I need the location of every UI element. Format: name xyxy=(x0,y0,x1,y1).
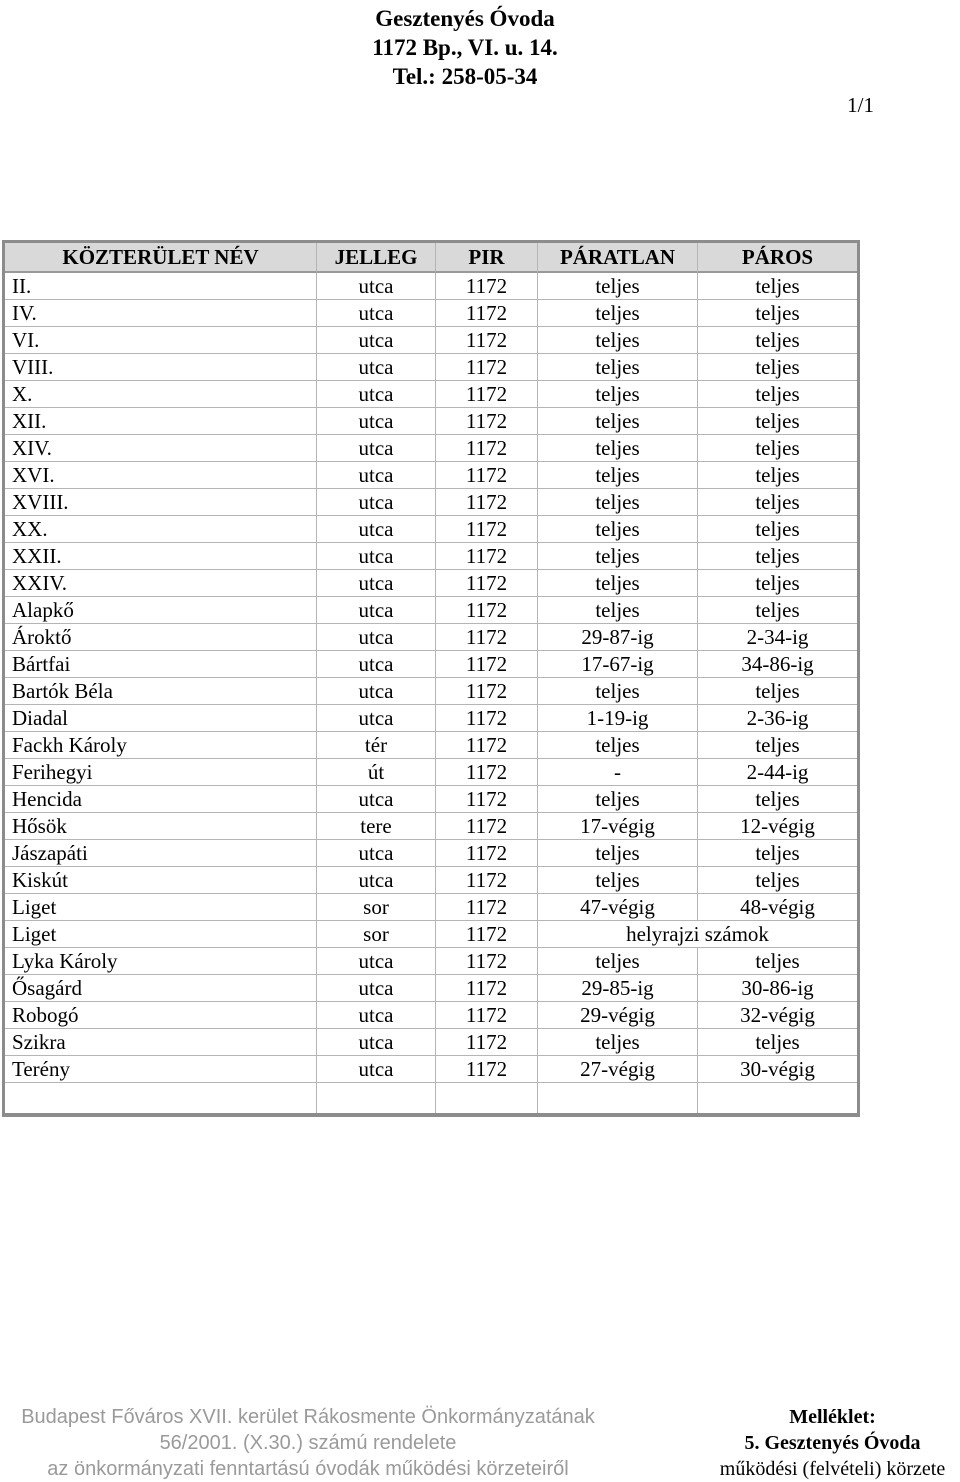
cell-street-name: XXII. xyxy=(5,543,317,570)
table-row xyxy=(5,597,857,624)
cell-type: utca xyxy=(317,435,436,462)
cell-even: 48-végig xyxy=(698,894,857,921)
table-row xyxy=(5,408,857,435)
cell-even: 30-végig xyxy=(698,1056,857,1083)
cell-odd: 17-67-ig xyxy=(538,651,698,678)
cell-type: utca xyxy=(317,1002,436,1029)
cell-street-name: Liget xyxy=(5,921,317,948)
cell-type: utca xyxy=(317,489,436,516)
table-row xyxy=(5,435,857,462)
cell-street-name: Alapkő xyxy=(5,597,317,624)
cell-postal-code: 1172 xyxy=(436,732,538,759)
cell-street-name: XX. xyxy=(5,516,317,543)
table-row xyxy=(5,570,857,597)
cell-odd: 29-87-ig xyxy=(538,624,698,651)
cell-type: utca xyxy=(317,462,436,489)
cell-postal-code: 1172 xyxy=(436,894,538,921)
cell-odd: teljes xyxy=(538,732,698,759)
table-row xyxy=(5,651,857,678)
cell-even: teljes xyxy=(698,273,857,300)
cell-even: teljes xyxy=(698,840,857,867)
cell-even: teljes xyxy=(698,948,857,975)
cell-even: teljes xyxy=(698,408,857,435)
cell-postal-code: 1172 xyxy=(436,975,538,1002)
cell-type: utca xyxy=(317,624,436,651)
cell-odd: 27-végig xyxy=(538,1056,698,1083)
cell-type: utca xyxy=(317,705,436,732)
footer-appendix xyxy=(700,1404,960,1482)
cell-odd: teljes xyxy=(538,354,698,381)
cell-odd: teljes xyxy=(538,1029,698,1056)
cell-postal-code: 1172 xyxy=(436,759,538,786)
table-row xyxy=(5,786,857,813)
cell-even: teljes xyxy=(698,570,857,597)
column-header-even: PÁROS xyxy=(698,243,857,273)
cell-type: út xyxy=(317,759,436,786)
cell-street-name: XVI. xyxy=(5,462,317,489)
cell-postal-code: 1172 xyxy=(436,327,538,354)
table-row xyxy=(5,813,857,840)
cell-odd: teljes xyxy=(538,840,698,867)
cell-even: 2-34-ig xyxy=(698,624,857,651)
page-number: 1/1 xyxy=(847,93,874,117)
kindergarten-name: Gesztenyés Óvoda xyxy=(375,6,555,31)
cell-type: tere xyxy=(317,813,436,840)
cell-odd: 1-19-ig xyxy=(538,705,698,732)
cell-type: utca xyxy=(317,678,436,705)
empty-cell xyxy=(698,1083,857,1113)
cell-odd: teljes xyxy=(538,408,698,435)
table-row xyxy=(5,894,857,921)
cell-odd: teljes xyxy=(538,462,698,489)
table-row xyxy=(5,975,857,1002)
cell-odd: 47-végig xyxy=(538,894,698,921)
cell-type: utca xyxy=(317,408,436,435)
footer-regulation-line: Budapest Főváros XVII. kerület Rákosmente Önkormányzatának xyxy=(21,1406,595,1428)
cell-postal-code: 1172 xyxy=(436,381,538,408)
table-row xyxy=(5,381,857,408)
cell-odd: - xyxy=(538,759,698,786)
footer-appendix-label: Melléklet: xyxy=(789,1406,876,1428)
empty-cell xyxy=(5,1083,317,1113)
cell-even: teljes xyxy=(698,732,857,759)
cell-type: utca xyxy=(317,786,436,813)
cell-odd: 17-végig xyxy=(538,813,698,840)
table-row xyxy=(5,732,857,759)
cell-odd: teljes xyxy=(538,597,698,624)
table-row xyxy=(5,678,857,705)
cell-type: utca xyxy=(317,651,436,678)
cell-postal-code: 1172 xyxy=(436,651,538,678)
empty-cell xyxy=(436,1083,538,1113)
cell-even: teljes xyxy=(698,786,857,813)
cell-type: utca xyxy=(317,300,436,327)
cell-postal-code: 1172 xyxy=(436,462,538,489)
column-header-street-name: KÖZTERÜLET NÉV xyxy=(5,243,317,273)
cell-postal-code: 1172 xyxy=(436,786,538,813)
cell-even: teljes xyxy=(698,381,857,408)
table-row xyxy=(5,1029,857,1056)
cell-even: teljes xyxy=(698,489,857,516)
cell-type: utca xyxy=(317,516,436,543)
footer-regulation-line: 56/2001. (X.30.) számú rendelete xyxy=(159,1432,457,1454)
cell-even: 2-36-ig xyxy=(698,705,857,732)
cell-postal-code: 1172 xyxy=(436,300,538,327)
kindergarten-address: 1172 Bp., VI. u. 14. xyxy=(372,35,558,60)
cell-street-name: VIII. xyxy=(5,354,317,381)
cell-type: utca xyxy=(317,1056,436,1083)
cell-street-name: Szikra xyxy=(5,1029,317,1056)
cell-street-name: XII. xyxy=(5,408,317,435)
cell-even: teljes xyxy=(698,327,857,354)
cell-even: 32-végig xyxy=(698,1002,857,1029)
cell-street-name: X. xyxy=(5,381,317,408)
cell-postal-code: 1172 xyxy=(436,840,538,867)
table-row xyxy=(5,759,857,786)
cell-postal-code: 1172 xyxy=(436,813,538,840)
cell-street-name: Hősök xyxy=(5,813,317,840)
cell-odd: 29-végig xyxy=(538,1002,698,1029)
cell-postal-code: 1172 xyxy=(436,948,538,975)
cell-street-name: XIV. xyxy=(5,435,317,462)
cell-postal-code: 1172 xyxy=(436,489,538,516)
empty-cell xyxy=(317,1083,436,1113)
table-body xyxy=(5,273,857,1113)
cell-even: teljes xyxy=(698,597,857,624)
cell-type: utca xyxy=(317,543,436,570)
cell-postal-code: 1172 xyxy=(436,1029,538,1056)
cell-even: teljes xyxy=(698,1029,857,1056)
cell-street-name: VI. xyxy=(5,327,317,354)
cell-street-name: Kiskút xyxy=(5,867,317,894)
table-row xyxy=(5,354,857,381)
cell-type: utca xyxy=(317,867,436,894)
cell-street-name: Ősagárd xyxy=(5,975,317,1002)
cell-postal-code: 1172 xyxy=(436,516,538,543)
cell-street-name: Hencida xyxy=(5,786,317,813)
cell-postal-code: 1172 xyxy=(436,705,538,732)
table-row xyxy=(5,1056,857,1083)
footer-appendix-desc: működési (felvételi) körzete xyxy=(719,1458,946,1480)
cell-odd: teljes xyxy=(538,381,698,408)
cell-odd: teljes xyxy=(538,786,698,813)
cell-type: utca xyxy=(317,975,436,1002)
cell-even: teljes xyxy=(698,678,857,705)
cell-even: 30-86-ig xyxy=(698,975,857,1002)
cell-street-name: Fackh Károly xyxy=(5,732,317,759)
cell-even: 12-végig xyxy=(698,813,857,840)
cell-even: teljes xyxy=(698,435,857,462)
cell-type: utca xyxy=(317,840,436,867)
footer-appendix-name: 5. Gesztenyés Óvoda xyxy=(744,1432,921,1454)
cell-type: utca xyxy=(317,381,436,408)
table-row xyxy=(5,867,857,894)
document-header xyxy=(0,4,930,91)
cell-type: sor xyxy=(317,894,436,921)
cell-type: utca xyxy=(317,948,436,975)
cell-street-name: Liget xyxy=(5,894,317,921)
kindergarten-phone: Tel.: 258-05-34 xyxy=(392,64,538,89)
cell-even: teljes xyxy=(698,300,857,327)
table-row xyxy=(5,273,857,300)
cell-type: tér xyxy=(317,732,436,759)
cell-postal-code: 1172 xyxy=(436,597,538,624)
cell-odd: teljes xyxy=(538,516,698,543)
cell-odd: teljes xyxy=(538,327,698,354)
cell-postal-code: 1172 xyxy=(436,678,538,705)
cell-odd: teljes xyxy=(538,300,698,327)
cell-odd: teljes xyxy=(538,570,698,597)
cell-street-name: Robogó xyxy=(5,1002,317,1029)
column-header-odd: PÁRATLAN xyxy=(538,243,698,273)
cell-odd: teljes xyxy=(538,948,698,975)
cell-odd: teljes xyxy=(538,435,698,462)
cell-postal-code: 1172 xyxy=(436,921,538,948)
cell-street-name: Lyka Károly xyxy=(5,948,317,975)
cell-odd: teljes xyxy=(538,273,698,300)
cell-street-name: II. xyxy=(5,273,317,300)
cell-type: utca xyxy=(317,597,436,624)
table-header-row xyxy=(5,243,857,273)
cell-odd: teljes xyxy=(538,678,698,705)
cell-postal-code: 1172 xyxy=(436,867,538,894)
cell-street-name: Ároktő xyxy=(5,624,317,651)
table-row xyxy=(5,516,857,543)
cell-postal-code: 1172 xyxy=(436,1056,538,1083)
column-header-postal-code: PIR xyxy=(436,243,538,273)
cell-odd: 29-85-ig xyxy=(538,975,698,1002)
cell-street-name: XXIV. xyxy=(5,570,317,597)
cell-postal-code: 1172 xyxy=(436,1002,538,1029)
cell-street-name: Bartók Béla xyxy=(5,678,317,705)
footer-regulation-line: az önkormányzati fenntartású óvodák működési körzeteiről xyxy=(47,1458,569,1480)
cell-street-name: Jászapáti xyxy=(5,840,317,867)
cell-odd: teljes xyxy=(538,489,698,516)
street-district-table xyxy=(2,240,860,1117)
cell-postal-code: 1172 xyxy=(436,273,538,300)
table-row xyxy=(5,948,857,975)
table-row xyxy=(5,1002,857,1029)
column-header-type: JELLEG xyxy=(317,243,436,273)
cell-street-name: XVIII. xyxy=(5,489,317,516)
cell-even: teljes xyxy=(698,543,857,570)
table-row xyxy=(5,543,857,570)
table-row xyxy=(5,300,857,327)
cell-postal-code: 1172 xyxy=(436,354,538,381)
cell-type: sor xyxy=(317,921,436,948)
cell-postal-code: 1172 xyxy=(436,543,538,570)
cell-even: teljes xyxy=(698,516,857,543)
footer-regulation xyxy=(8,1404,608,1482)
cell-type: utca xyxy=(317,1029,436,1056)
table-row xyxy=(5,462,857,489)
table-row-empty xyxy=(5,1083,857,1113)
cell-street-name: IV. xyxy=(5,300,317,327)
cell-odd: teljes xyxy=(538,543,698,570)
cell-even: teljes xyxy=(698,354,857,381)
cell-postal-code: 1172 xyxy=(436,624,538,651)
table-row xyxy=(5,624,857,651)
cell-street-name: Bártfai xyxy=(5,651,317,678)
cell-postal-code: 1172 xyxy=(436,570,538,597)
cell-type: utca xyxy=(317,273,436,300)
cell-type: utca xyxy=(317,570,436,597)
cell-street-name: Ferihegyi xyxy=(5,759,317,786)
cell-street-name: Diadal xyxy=(5,705,317,732)
cell-type: utca xyxy=(317,327,436,354)
cell-postal-code: 1172 xyxy=(436,435,538,462)
table-row xyxy=(5,489,857,516)
cell-postal-code: 1172 xyxy=(436,408,538,435)
cell-even: teljes xyxy=(698,462,857,489)
empty-cell xyxy=(538,1083,698,1113)
table-row xyxy=(5,921,857,948)
table-row xyxy=(5,840,857,867)
cell-even: 2-44-ig xyxy=(698,759,857,786)
cell-type: utca xyxy=(317,354,436,381)
table-row xyxy=(5,705,857,732)
cell-street-name: Terény xyxy=(5,1056,317,1083)
table-row xyxy=(5,327,857,354)
cell-odd: helyrajzi számok xyxy=(538,921,857,948)
cell-even: teljes xyxy=(698,867,857,894)
cell-even: 34-86-ig xyxy=(698,651,857,678)
cell-odd: teljes xyxy=(538,867,698,894)
